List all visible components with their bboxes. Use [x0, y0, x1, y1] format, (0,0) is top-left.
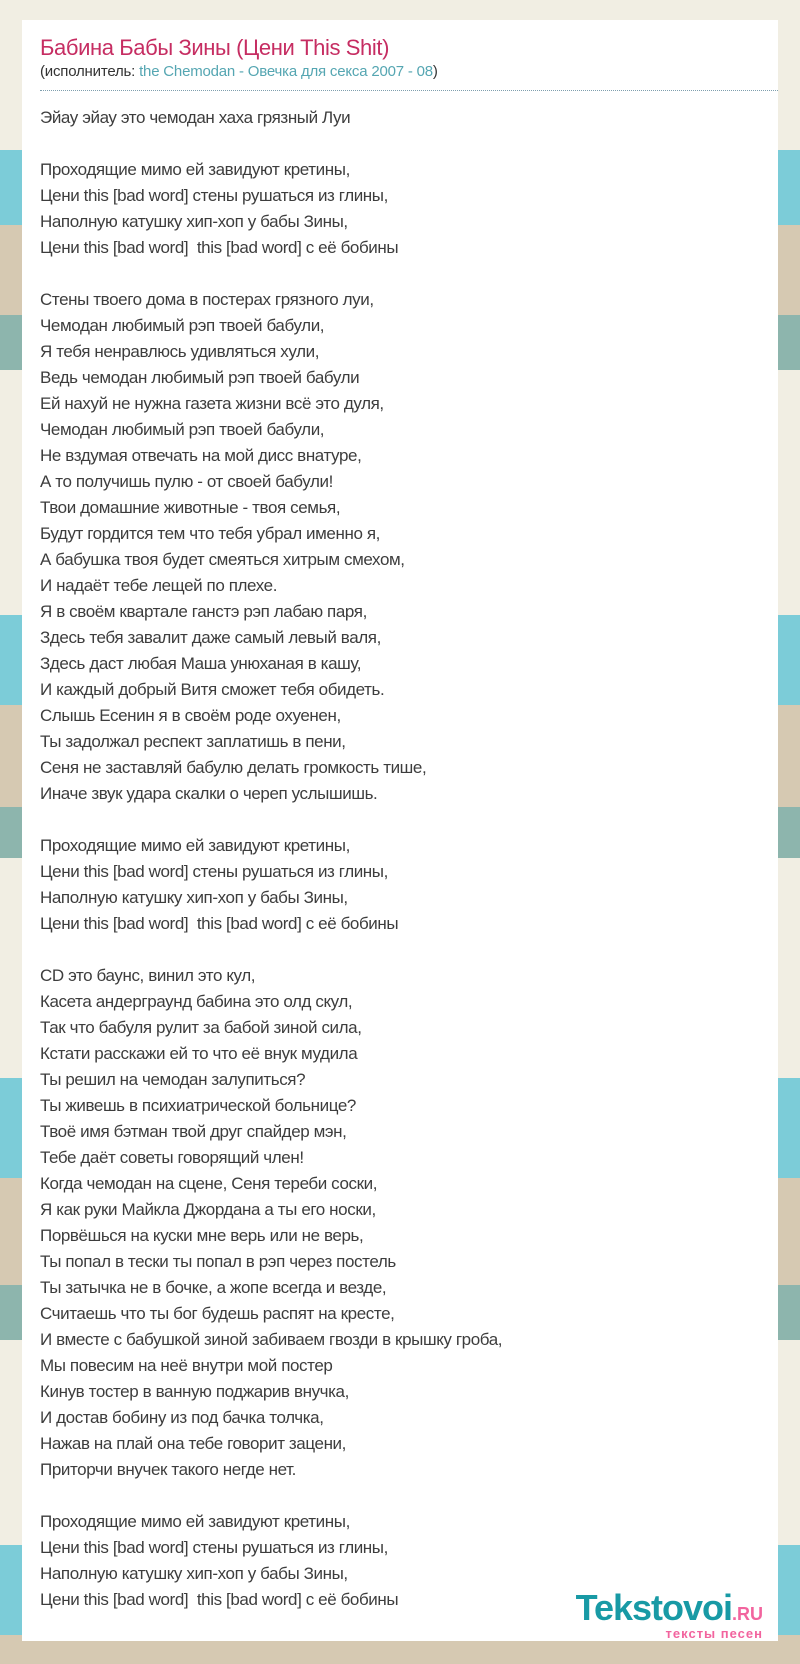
lyric-line: Я как руки Майкла Джордана а ты его носки,	[40, 1200, 376, 1219]
tekstovoi-logo[interactable]	[575, 1587, 763, 1641]
lyric-line: Чемодан любимый рэп твоей бабули,	[40, 316, 325, 335]
lyrics-paragraph	[40, 963, 760, 1483]
lyric-line: Ты задолжал респект заплатишь в пени,	[40, 732, 346, 751]
lyric-line: Твоё имя бэтман твой друг спайдер мэн,	[40, 1122, 347, 1141]
logo-tld-text: .RU	[732, 1604, 763, 1624]
lyric-line: Кстати расскажи ей то что её внук мудила	[40, 1044, 358, 1063]
lyric-line: Приторчи внучек такого негде нет.	[40, 1460, 296, 1479]
lyric-line: Наполную катушку хип-хоп у бабы Зины,	[40, 1564, 348, 1583]
lyrics-paragraph	[40, 833, 760, 937]
lyric-line: Цени this [bad word] стены рушаться из глины,	[40, 1538, 388, 1557]
lyric-line: Ты решил на чемодан залупиться?	[40, 1070, 306, 1089]
lyric-line: И вместе с бабушкой зиной забиваем гвозди в крышку гроба,	[40, 1330, 503, 1349]
lyric-line: Ты затычка не в бочке, а жопе всегда и везде,	[40, 1278, 387, 1297]
lyric-line: Цени this [bad word] this [bad word] с её бобины	[40, 1590, 399, 1609]
lyric-line: И достав бобину из под бачка толчка,	[40, 1408, 324, 1427]
logo-wordmark	[575, 1587, 763, 1628]
lyric-line: Здесь тебя завалит даже самый левый валя,	[40, 628, 381, 647]
song-title: Бабина Бабы Зины (Цени This Shit)	[40, 35, 390, 60]
lyric-line: И надаёт тебе лещей по плехе.	[40, 576, 278, 595]
lyric-line: Ты попал в тески ты попал в рэп через постель	[40, 1252, 396, 1271]
lyric-line: Нажав на плай она тебе говорит зацени,	[40, 1434, 346, 1453]
lyrics-paragraph	[40, 105, 760, 131]
lyric-line: Я тебя ненравлюсь удивляться хули,	[40, 342, 320, 361]
lyric-line: Цени this [bad word] this [bad word] с её бобины	[40, 238, 399, 257]
lyric-line: Проходящие мимо ей завидуют кретины,	[40, 160, 350, 179]
lyric-line: Ты живешь в психиатрической больнице?	[40, 1096, 356, 1115]
lyric-line: Касета андерграунд бабина это олд скул,	[40, 992, 353, 1011]
artist-prefix: (исполнитель:	[40, 63, 140, 80]
lyric-line: Не вздумая отвечать на мой дисс внатуре,	[40, 446, 362, 465]
lyric-line: Иначе звук удара скалки о череп услышишь.	[40, 784, 378, 803]
logo-main-text: Tekstovoi	[575, 1587, 732, 1628]
lyrics-paragraph	[40, 157, 760, 261]
lyric-line: Будут гордится тем что тебя убрал именно я,	[40, 524, 380, 543]
lyric-line: Проходящие мимо ей завидуют кретины,	[40, 1512, 350, 1531]
lyric-line: Стены твоего дома в постерах грязного луи,	[40, 290, 374, 309]
lyric-line: Проходящие мимо ей завидуют кретины,	[40, 836, 350, 855]
lyric-line: И каждый добрый Витя сможет тебя обидеть.	[40, 680, 385, 699]
lyric-line: Считаешь что ты бог будешь распят на кресте,	[40, 1304, 395, 1323]
lyric-line: Твои домашние животные - твоя семья,	[40, 498, 341, 517]
artist-suffix: )	[432, 63, 438, 80]
lyric-line: Когда чемодан на сцене, Сеня тереби соски,	[40, 1174, 378, 1193]
lyric-line: Здесь даст любая Маша унюханая в кашу,	[40, 654, 362, 673]
lyric-line: Мы повесим на неё внутри мой постер	[40, 1356, 333, 1375]
lyric-line: Я в своём квартале ганстэ рэп лабаю паря,	[40, 602, 367, 621]
lyric-line: Сеня не заставляй бабулю делать громкость тише,	[40, 758, 427, 777]
artist-link[interactable]: the Chemodan - Овечка для секса 2007 - 08	[139, 63, 433, 80]
lyric-line: Эйау эйау это чемодан хаха грязный Луи	[40, 108, 351, 127]
lyric-line: Наполную катушку хип-хоп у бабы Зины,	[40, 212, 348, 231]
lyric-line: Слышь Есенин я в своём роде охуенен,	[40, 706, 341, 725]
artist-line	[40, 62, 778, 91]
lyrics-sheet	[22, 20, 778, 1641]
lyric-line: Цени this [bad word] стены рушаться из глины,	[40, 186, 388, 205]
lyric-line: Цени this [bad word] стены рушаться из глины,	[40, 862, 388, 881]
logo-tagline: тексты песен	[665, 1626, 763, 1641]
lyric-line: Цени this [bad word] this [bad word] с её бобины	[40, 914, 399, 933]
lyrics-text	[40, 105, 760, 1613]
lyric-line: CD это баунс, винил это кул,	[40, 966, 256, 985]
lyric-line: А то получишь пулю - от своей бабули!	[40, 472, 333, 491]
lyric-line: А бабушка твоя будет смеяться хитрым смехом,	[40, 550, 405, 569]
lyric-line: Кинув тостер в ванную поджарив внучка,	[40, 1382, 349, 1401]
lyric-line: Так что бабуля рулит за бабой зиной сила,	[40, 1018, 362, 1037]
lyric-line: Порвёшься на куски мне верь или не верь,	[40, 1226, 364, 1245]
lyrics-paragraph	[40, 287, 760, 807]
lyric-line: Наполную катушку хип-хоп у бабы Зины,	[40, 888, 348, 907]
lyric-line: Чемодан любимый рэп твоей бабули,	[40, 420, 325, 439]
lyric-line: Ей нахуй не нужна газета жизни всё это дуля,	[40, 394, 384, 413]
lyric-line: Ведь чемодан любимый рэп твоей бабули	[40, 368, 360, 387]
lyric-line: Тебе даёт советы говорящий член!	[40, 1148, 304, 1167]
